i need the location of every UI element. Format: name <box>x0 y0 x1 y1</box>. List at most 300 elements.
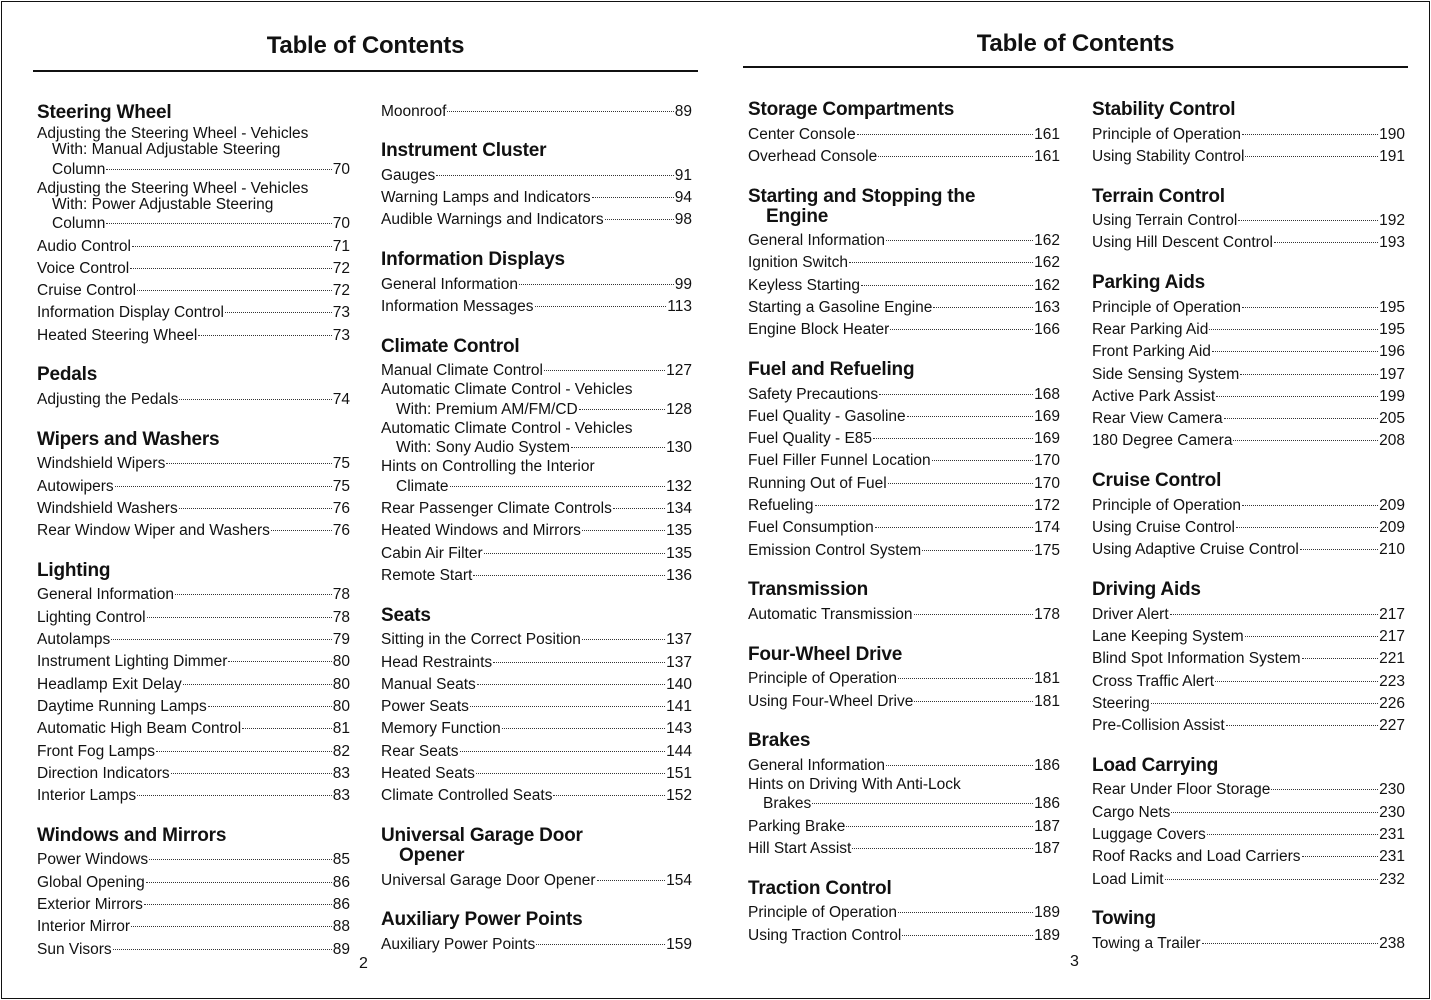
entry-page-number: 209 <box>1379 496 1405 514</box>
toc-section <box>748 730 1060 859</box>
dot-leader <box>171 758 332 774</box>
dot-leader <box>553 781 665 797</box>
entry-label: Keyless Starting <box>748 276 860 294</box>
toc-entry[interactable] <box>381 564 692 586</box>
entry-page-number: 191 <box>1379 147 1405 165</box>
toc-section <box>1092 579 1405 737</box>
entry-label: Luggage Covers <box>1092 826 1206 844</box>
entry-page-number: 208 <box>1379 432 1405 450</box>
entry-label: Driver Alert <box>1092 605 1169 623</box>
toc-section <box>37 560 350 807</box>
entry-label: Sitting in the Correct Position <box>381 631 581 649</box>
dot-leader <box>460 736 666 752</box>
dot-leader <box>473 560 665 576</box>
entry-page-number: 230 <box>1379 781 1405 799</box>
section-title: Universal Garage Door <box>381 825 583 847</box>
toc-entry[interactable] <box>1092 232 1405 254</box>
entry-page-number: 227 <box>1379 717 1405 735</box>
section-title: Brakes <box>748 730 811 752</box>
toc-entry[interactable] <box>1092 539 1405 561</box>
dot-leader <box>137 781 332 797</box>
entry-label: Information Messages <box>381 297 534 315</box>
toc-entry[interactable] <box>748 145 1060 167</box>
dot-leader <box>1271 775 1378 791</box>
entry-label: Using Stability Control <box>1092 147 1245 165</box>
entry-label: Manual Climate Control <box>381 362 543 380</box>
entry-page-number: 80 <box>332 653 350 671</box>
toc-entry[interactable] <box>381 869 692 891</box>
toc-entry[interactable] <box>748 754 1060 776</box>
entry-label: Interior Mirror <box>37 918 131 936</box>
toc-entry[interactable] <box>1092 932 1405 954</box>
entry-label: Safety Precautions <box>748 385 879 403</box>
dot-leader <box>470 692 665 708</box>
toc-section <box>1092 755 1405 890</box>
dot-leader <box>605 205 674 221</box>
section-title: Starting and Stopping the <box>748 185 976 207</box>
entry-label: Principle of Operation <box>748 670 898 688</box>
dot-leader <box>1207 820 1378 836</box>
entry-page-number: 217 <box>1379 627 1405 645</box>
entry-page-number: 127 <box>666 362 692 380</box>
entry-page-number: 162 <box>1034 232 1060 250</box>
toc-entry[interactable] <box>1092 145 1405 167</box>
dot-leader <box>1302 644 1379 660</box>
section-title-continued: Engine <box>766 205 829 227</box>
entry-page-number: 72 <box>332 282 350 300</box>
entry-page-number: 70 <box>332 160 350 178</box>
entry-page-number: 76 <box>332 499 350 517</box>
entry-label: Power Windows <box>37 851 149 869</box>
entry-label: Daytime Running Lamps <box>37 697 207 715</box>
entry-page-number: 74 <box>332 390 350 408</box>
entry-page-number: 195 <box>1379 298 1405 316</box>
entry-page-number: 75 <box>332 477 350 495</box>
dot-leader <box>447 96 673 112</box>
entry-page-number: 178 <box>1034 605 1060 623</box>
section-title: Terrain Control <box>1092 185 1225 207</box>
dot-leader <box>1209 314 1378 330</box>
dot-leader <box>1171 797 1378 813</box>
toc-section <box>1092 908 1405 954</box>
dot-leader <box>886 226 1033 242</box>
entry-label: Lighting Control <box>37 608 146 626</box>
entry-label: Principle of Operation <box>1092 496 1242 514</box>
toc-entry[interactable] <box>748 603 1060 625</box>
entry-last-line <box>37 213 350 234</box>
entry-label: General Information <box>748 232 885 250</box>
toc-section <box>748 99 1060 168</box>
entry-label: Rear View Camera <box>1092 410 1223 428</box>
toc-entry[interactable] <box>37 126 350 179</box>
entry-page-number: 132 <box>666 477 692 495</box>
entry-page-number: 73 <box>332 326 350 344</box>
dot-leader <box>592 183 674 199</box>
entry-label: Autolamps <box>37 631 111 649</box>
section-title: Climate Control <box>381 335 520 357</box>
entry-page-number: 169 <box>1034 407 1060 425</box>
entry-page-number: 197 <box>1379 365 1405 383</box>
toc-section <box>748 186 1060 341</box>
dot-leader <box>922 535 1033 551</box>
entry-label: Using Cruise Control <box>1092 519 1235 537</box>
dot-leader <box>597 865 666 881</box>
entry-label-line: Automatic Climate Control - Vehicles <box>381 381 633 399</box>
dot-leader <box>907 401 1033 417</box>
dot-leader <box>571 433 665 449</box>
entry-label: Using Adaptive Cruise Control <box>1092 541 1299 559</box>
entry-page-number: 189 <box>1034 904 1060 922</box>
entry-label: Pre-Collision Assist <box>1092 717 1225 735</box>
toc-entry[interactable] <box>381 295 692 317</box>
entry-label: Starting a Gasoline Engine <box>748 298 933 316</box>
entry-page-number: 144 <box>666 742 692 760</box>
section-title: Four-Wheel Drive <box>748 643 903 665</box>
section-title: Information Displays <box>381 249 565 271</box>
toc-entry[interactable] <box>748 539 1060 561</box>
dot-leader <box>1216 381 1378 397</box>
dot-leader <box>1300 535 1378 551</box>
entry-page-number: 98 <box>674 211 692 229</box>
entry-label: Headlamp Exit Delay <box>37 675 182 693</box>
entry-label: Principle of Operation <box>1092 125 1242 143</box>
entry-label: Fuel Quality - E85 <box>748 430 873 448</box>
entry-label: General Information <box>37 586 174 604</box>
entry-label: Fuel Consumption <box>748 519 874 537</box>
section-title: Fuel and Refueling <box>748 359 915 381</box>
dot-leader <box>579 394 665 410</box>
entry-label: Engine Block Heater <box>748 321 890 339</box>
entry-label-line: Adjusting the Steering Wheel - Vehicles <box>37 179 309 197</box>
toc-section <box>37 364 350 410</box>
entry-page-number: 151 <box>666 765 692 783</box>
entry-label: Auxiliary Power Points <box>381 935 536 953</box>
entry-page-number: 82 <box>332 742 350 760</box>
entry-page-number: 86 <box>332 873 350 891</box>
entry-page-number: 141 <box>666 698 692 716</box>
dot-leader <box>137 276 332 292</box>
entry-label: Rear Seats <box>381 742 459 760</box>
entry-label: Blind Spot Information System <box>1092 650 1301 668</box>
entry-label: Active Park Assist <box>1092 387 1216 405</box>
dot-leader <box>886 750 1033 766</box>
entry-label: Automatic Transmission <box>748 605 913 623</box>
entry-page-number: 135 <box>666 544 692 562</box>
entry-page-number: 83 <box>332 764 350 782</box>
dot-leader <box>902 920 1033 936</box>
entry-page-number: 81 <box>332 720 350 738</box>
entry-label: Using Traction Control <box>748 926 902 944</box>
entry-label: Rear Passenger Climate Controls <box>381 500 612 518</box>
entry-label: General Information <box>748 756 885 774</box>
toc-entry[interactable] <box>381 459 692 496</box>
entry-label: Rear Parking Aid <box>1092 320 1209 338</box>
entry-page-number: 75 <box>332 455 350 473</box>
toc-entry[interactable] <box>37 388 350 410</box>
entry-page-number: 210 <box>1379 541 1405 559</box>
entry-label: 180 Degree Camera <box>1092 432 1233 450</box>
entry-label: Lane Keeping System <box>1092 627 1244 645</box>
entry-page-number: 89 <box>332 940 350 958</box>
entry-page-number: 226 <box>1379 694 1405 712</box>
dot-leader <box>914 686 1033 702</box>
entry-label: Exterior Mirrors <box>37 896 143 914</box>
entry-page-number: 73 <box>332 304 350 322</box>
dot-leader <box>130 253 332 269</box>
dot-leader <box>146 867 332 883</box>
entry-label: Rear Under Floor Storage <box>1092 781 1271 799</box>
entry-label: Remote Start <box>381 566 473 584</box>
entry-label: Rear Window Wiper and Washers <box>37 522 270 540</box>
entry-label: Towing a Trailer <box>1092 934 1201 952</box>
entry-label: Steering <box>1092 694 1150 712</box>
toc-entry[interactable] <box>748 777 1060 814</box>
toc-section <box>381 605 692 807</box>
entry-page-number: 166 <box>1034 321 1060 339</box>
entry-label: Parking Brake <box>748 817 846 835</box>
entry-label: Emission Control System <box>748 541 922 559</box>
dot-leader <box>144 890 332 906</box>
left-page-title: Table of Contents <box>266 32 465 59</box>
entry-label-line: Automatic Climate Control - Vehicles <box>381 419 633 437</box>
dot-leader <box>132 231 332 247</box>
left-page-number: 2 <box>359 955 368 972</box>
dot-leader <box>242 714 332 730</box>
toc-entry[interactable] <box>381 100 692 122</box>
entry-page-number: 128 <box>666 400 692 418</box>
toc-column-right-2 <box>1092 99 1405 973</box>
toc-entry[interactable] <box>381 382 692 419</box>
entry-page-number: 140 <box>666 675 692 693</box>
toc-entry[interactable] <box>1092 868 1405 890</box>
dot-leader <box>1245 141 1378 157</box>
entry-page-number: 232 <box>1379 870 1405 888</box>
entry-page-number: 85 <box>332 851 350 869</box>
entry-label: Front Fog Lamps <box>37 742 156 760</box>
dot-leader <box>208 691 332 707</box>
toc-entry[interactable] <box>748 924 1060 946</box>
toc-entry[interactable] <box>381 209 692 231</box>
entry-page-number: 169 <box>1034 430 1060 448</box>
toc-entry[interactable] <box>381 421 692 458</box>
entry-page-number: 199 <box>1379 387 1405 405</box>
dot-leader <box>1202 928 1379 944</box>
entry-label: Using Hill Descent Control <box>1092 234 1273 252</box>
entry-page-number: 168 <box>1034 385 1060 403</box>
entry-last-line <box>37 158 350 179</box>
toc-entry[interactable] <box>381 360 692 382</box>
dot-leader <box>544 356 665 372</box>
toc-entry[interactable] <box>37 520 350 542</box>
toc-entry[interactable] <box>1092 715 1405 737</box>
entry-label: Cabin Air Filter <box>381 544 483 562</box>
entry-label: Principle of Operation <box>748 904 898 922</box>
section-title: Pedals <box>37 364 98 386</box>
toc-section <box>381 336 692 587</box>
toc-section <box>37 102 350 346</box>
dot-leader <box>582 516 665 532</box>
dot-leader <box>1236 513 1378 529</box>
right-page-number: 3 <box>1070 953 1079 970</box>
entry-label: Voice Control <box>37 259 130 277</box>
left-title-rule <box>33 70 698 72</box>
entry-label: Moonroof <box>381 102 447 120</box>
toc-section <box>1092 99 1405 168</box>
dot-leader <box>846 811 1033 827</box>
entry-page-number: 136 <box>666 566 692 584</box>
entry-page-number: 172 <box>1034 497 1060 515</box>
toc-column-right-1 <box>748 99 1060 964</box>
dot-leader <box>914 599 1034 615</box>
toc-section <box>748 878 1060 947</box>
entry-label-line: Hints on Driving With Anti-Lock <box>748 775 961 793</box>
section-title: Lighting <box>37 559 111 581</box>
dot-leader <box>179 384 331 400</box>
toc-section <box>748 579 1060 625</box>
toc-section <box>381 140 692 231</box>
dot-leader <box>166 449 331 465</box>
dot-leader <box>1242 490 1378 506</box>
toc-entry[interactable] <box>37 785 350 807</box>
dot-leader <box>106 154 331 170</box>
entry-label: Automatic High Beam Control <box>37 720 242 738</box>
entry-page-number: 154 <box>666 871 692 889</box>
dot-leader <box>1224 404 1378 420</box>
dot-leader <box>1302 842 1379 858</box>
entry-page-number: 186 <box>1034 756 1060 774</box>
entry-label: Global Opening <box>37 873 145 891</box>
toc-entry[interactable] <box>381 785 692 807</box>
dot-leader <box>1151 688 1378 704</box>
entry-page-number: 79 <box>332 631 350 649</box>
entry-label: Cruise Control <box>37 282 137 300</box>
dot-leader <box>861 270 1033 286</box>
entry-label: Audio Control <box>37 237 131 255</box>
entry-label: Windshield Washers <box>37 499 178 517</box>
dot-leader <box>1238 206 1378 222</box>
toc-entry[interactable] <box>748 690 1060 712</box>
entry-page-number: 181 <box>1034 692 1060 710</box>
toc-section <box>1092 186 1405 255</box>
dot-leader <box>228 647 331 663</box>
entry-label: Interior Lamps <box>37 787 137 805</box>
dot-leader <box>932 446 1033 462</box>
dot-leader <box>147 602 332 618</box>
dot-leader <box>106 209 331 225</box>
dot-leader <box>613 494 665 510</box>
right-page-title: Table of Contents <box>976 30 1175 57</box>
section-title: Wipers and Washers <box>37 428 220 450</box>
entry-page-number: 181 <box>1034 670 1060 688</box>
toc-entry[interactable] <box>37 324 350 346</box>
entry-page-number: 78 <box>332 586 350 604</box>
toc-entry[interactable] <box>748 319 1060 341</box>
entry-page-number: 99 <box>674 275 692 293</box>
section-title: Seats <box>381 604 431 626</box>
dot-leader <box>1226 711 1378 727</box>
entry-page-number: 86 <box>332 896 350 914</box>
dot-leader <box>1242 292 1378 308</box>
toc-section <box>1092 470 1405 561</box>
dot-leader <box>198 320 331 336</box>
entry-label: Load Limit <box>1092 870 1164 888</box>
entry-label: Side Sensing System <box>1092 365 1240 383</box>
entry-page-number: 187 <box>1034 839 1060 857</box>
dot-leader <box>175 580 332 596</box>
entry-label: Information Display Control <box>37 304 224 322</box>
entry-page-number: 80 <box>332 697 350 715</box>
section-title: Storage Compartments <box>748 99 955 120</box>
entry-page-number: 170 <box>1034 452 1060 470</box>
section-title: Towing <box>1092 908 1156 930</box>
entry-page-number: 152 <box>666 787 692 805</box>
section-title: Cruise Control <box>1092 470 1222 492</box>
dot-leader <box>519 269 674 285</box>
entry-page-number: 170 <box>1034 474 1060 492</box>
dot-leader <box>890 315 1033 331</box>
entry-label: Instrument Lighting Dimmer <box>37 653 228 671</box>
entry-label: Manual Seats <box>381 675 476 693</box>
entry-page-number: 137 <box>666 653 692 671</box>
entry-page-number: 217 <box>1379 605 1405 623</box>
dot-leader <box>131 912 332 928</box>
dot-leader <box>1233 426 1378 442</box>
entry-label: Climate <box>396 477 449 495</box>
entry-page-number: 80 <box>332 675 350 693</box>
entry-page-number: 159 <box>666 935 692 953</box>
entry-page-number: 88 <box>332 918 350 936</box>
entry-page-number: 231 <box>1379 826 1405 844</box>
dot-leader <box>1165 864 1379 880</box>
entry-page-number: 238 <box>1379 934 1405 952</box>
entry-label: Adjusting the Pedals <box>37 390 179 408</box>
entry-label: With: Sony Audio System <box>396 439 571 457</box>
entry-page-number: 163 <box>1034 298 1060 316</box>
entry-page-number: 143 <box>666 720 692 738</box>
entry-label: Heated Seats <box>381 765 475 783</box>
dot-leader <box>852 833 1033 849</box>
toc-entry[interactable] <box>37 181 350 234</box>
section-title: Traction Control <box>748 877 892 899</box>
entry-label: Principle of Operation <box>1092 298 1242 316</box>
entry-page-number: 192 <box>1379 212 1405 230</box>
entry-page-number: 195 <box>1379 320 1405 338</box>
entry-page-number: 135 <box>666 522 692 540</box>
dot-leader <box>879 379 1033 395</box>
dot-leader <box>179 493 332 509</box>
dot-leader <box>898 664 1033 680</box>
entry-label: Fuel Filler Funnel Location <box>748 452 931 470</box>
entry-label: Center Console <box>748 125 856 143</box>
toc-entry[interactable] <box>748 837 1060 859</box>
entry-page-number: 175 <box>1034 541 1060 559</box>
dot-leader <box>536 929 665 945</box>
entry-page-number: 91 <box>674 166 692 184</box>
dot-leader <box>149 845 332 861</box>
toc-entry[interactable] <box>381 933 692 955</box>
section-title: Windows and Mirrors <box>37 824 227 846</box>
dot-leader <box>933 292 1033 308</box>
toc-entry[interactable] <box>37 938 350 960</box>
entry-label: With: Premium AM/FM/CD <box>396 400 578 418</box>
toc-section <box>381 100 692 122</box>
entry-label: Audible Warnings and Indicators <box>381 211 604 229</box>
entry-label: Windshield Wipers <box>37 455 166 473</box>
entry-label: Direction Indicators <box>37 764 170 782</box>
toc-entry[interactable] <box>1092 430 1405 452</box>
entry-page-number: 130 <box>666 439 692 457</box>
entry-label: Using Terrain Control <box>1092 212 1238 230</box>
